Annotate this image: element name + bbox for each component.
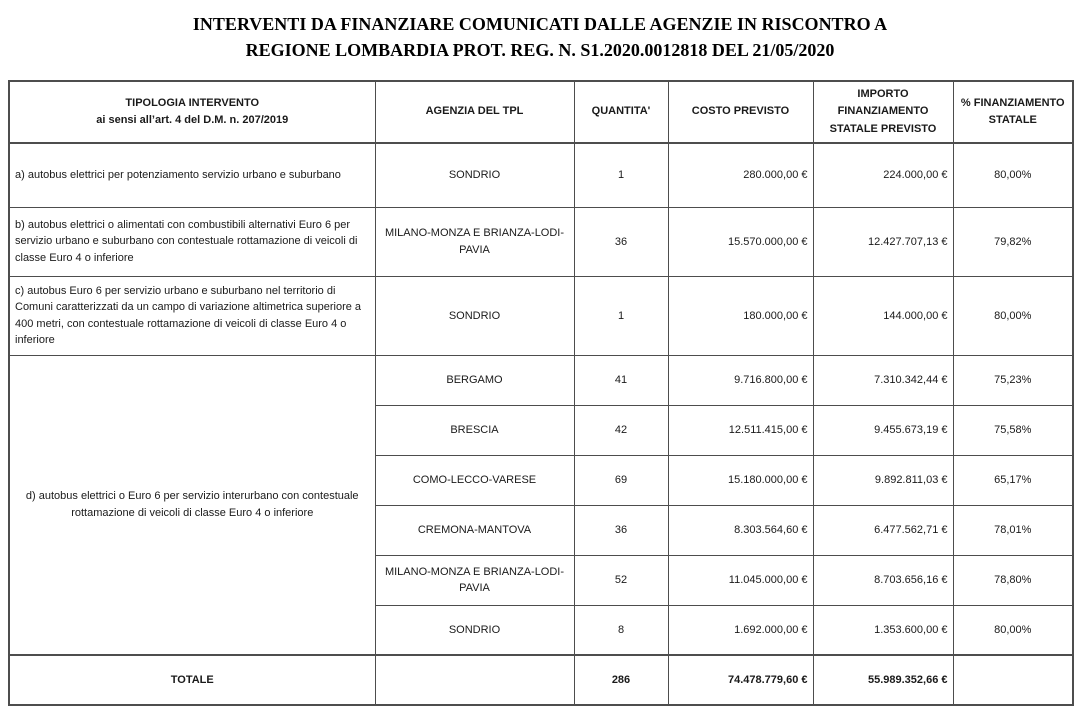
cell-agenzia: BRESCIA (375, 405, 574, 455)
cell-quantita: 8 (574, 605, 668, 655)
cell-quantita: 41 (574, 355, 668, 405)
cell-costo: 1.692.000,00 € (668, 605, 813, 655)
cell-quantita: 36 (574, 207, 668, 276)
cell-agenzia: CREMONA-MANTOVA (375, 505, 574, 555)
cell-perc: 80,00% (953, 143, 1073, 207)
cell-perc: 80,00% (953, 605, 1073, 655)
title-line-1: INTERVENTI DA FINANZIARE COMUNICATI DALLE AGENZIE IN RISCONTRO A (192, 14, 888, 34)
cell-costo: 9.716.800,00 € (668, 355, 813, 405)
cell-costo: 12.511.415,00 € (668, 405, 813, 455)
cell-costo: 180.000,00 € (668, 276, 813, 355)
header-tipologia-line1: TIPOLOGIA INTERVENTO (125, 96, 260, 109)
cell-tipologia: a) autobus elettrici per potenziamento servizio urbano e suburbano (9, 143, 375, 207)
table-header-row (9, 81, 1073, 143)
cell-perc: 65,17% (953, 455, 1073, 505)
header-tipologia-line2: ai sensi all’art. 4 del D.M. n. 207/2019 (96, 114, 289, 126)
cell-perc: 78,01% (953, 505, 1073, 555)
total-quantita: 286 (574, 655, 668, 705)
cell-quantita: 1 (574, 143, 668, 207)
cell-importo: 224.000,00 € (813, 143, 953, 207)
cell-quantita: 52 (574, 555, 668, 605)
cell-tipologia: c) autobus Euro 6 per servizio urbano e suburbano nel territorio di Comuni caratterizzati da un campo di variazione altimetrica superiore a 400 metri, con contestuale rottamazione di veicoli di classe Euro 4 o inferiore (9, 276, 375, 355)
header-agenzia: AGENZIA DEL TPL (375, 81, 574, 143)
cell-perc: 78,80% (953, 555, 1073, 605)
table-row (9, 355, 1073, 405)
cell-agenzia: SONDRIO (375, 605, 574, 655)
header-perc: % FINANZIAMENTO STATALE (953, 81, 1073, 143)
header-tipologia (9, 81, 375, 143)
cell-quantita: 69 (574, 455, 668, 505)
cell-agenzia: COMO-LECCO-VARESE (375, 455, 574, 505)
cell-importo: 144.000,00 € (813, 276, 953, 355)
total-perc-empty (953, 655, 1073, 705)
cell-costo: 11.045.000,00 € (668, 555, 813, 605)
cell-quantita: 1 (574, 276, 668, 355)
cell-agenzia: MILANO-MONZA E BRIANZA-LODI-PAVIA (375, 555, 574, 605)
cell-importo: 1.353.600,00 € (813, 605, 953, 655)
document-title (0, 0, 1080, 63)
cell-perc: 79,82% (953, 207, 1073, 276)
header-importo: IMPORTO FINANZIAMENTO STATALE PREVISTO (813, 81, 953, 143)
cell-agenzia: BERGAMO (375, 355, 574, 405)
cell-quantita: 42 (574, 405, 668, 455)
total-agenzia-empty (375, 655, 574, 705)
cell-agenzia: SONDRIO (375, 276, 574, 355)
cell-importo: 9.892.811,03 € (813, 455, 953, 505)
cell-importo: 6.477.562,71 € (813, 505, 953, 555)
cell-perc: 75,58% (953, 405, 1073, 455)
cell-importo: 8.703.656,16 € (813, 555, 953, 605)
cell-importo: 9.455.673,19 € (813, 405, 953, 455)
cell-importo: 12.427.707,13 € (813, 207, 953, 276)
table-row (9, 143, 1073, 207)
total-costo: 74.478.779,60 € (668, 655, 813, 705)
cell-costo: 15.570.000,00 € (668, 207, 813, 276)
interventi-table (8, 80, 1074, 706)
table-total-row (9, 655, 1073, 705)
cell-importo: 7.310.342,44 € (813, 355, 953, 405)
header-costo: COSTO PREVISTO (668, 81, 813, 143)
total-label: TOTALE (9, 655, 375, 705)
cell-tipologia-group-d: d) autobus elettrici o Euro 6 per servizio interurbano con contestuale rottamazione di veicoli di classe Euro 4 o inferiore (9, 355, 375, 655)
cell-perc: 80,00% (953, 276, 1073, 355)
cell-quantita: 36 (574, 505, 668, 555)
cell-agenzia: SONDRIO (375, 143, 574, 207)
cell-costo: 8.303.564,60 € (668, 505, 813, 555)
cell-agenzia: MILANO-MONZA E BRIANZA-LODI-PAVIA (375, 207, 574, 276)
header-quantita: QUANTITA' (574, 81, 668, 143)
title-line-2: REGIONE LOMBARDIA PROT. REG. N. S1.2020.0012818 DEL 21/05/2020 (245, 40, 835, 60)
total-importo: 55.989.352,66 € (813, 655, 953, 705)
table-row (9, 207, 1073, 276)
cell-costo: 280.000,00 € (668, 143, 813, 207)
cell-perc: 75,23% (953, 355, 1073, 405)
table-row (9, 276, 1073, 355)
cell-costo: 15.180.000,00 € (668, 455, 813, 505)
cell-tipologia: b) autobus elettrici o alimentati con combustibili alternativi Euro 6 per servizio urbano e suburbano con contestuale rottamazione di veicoli di classe Euro 4 o inferiore (9, 207, 375, 276)
